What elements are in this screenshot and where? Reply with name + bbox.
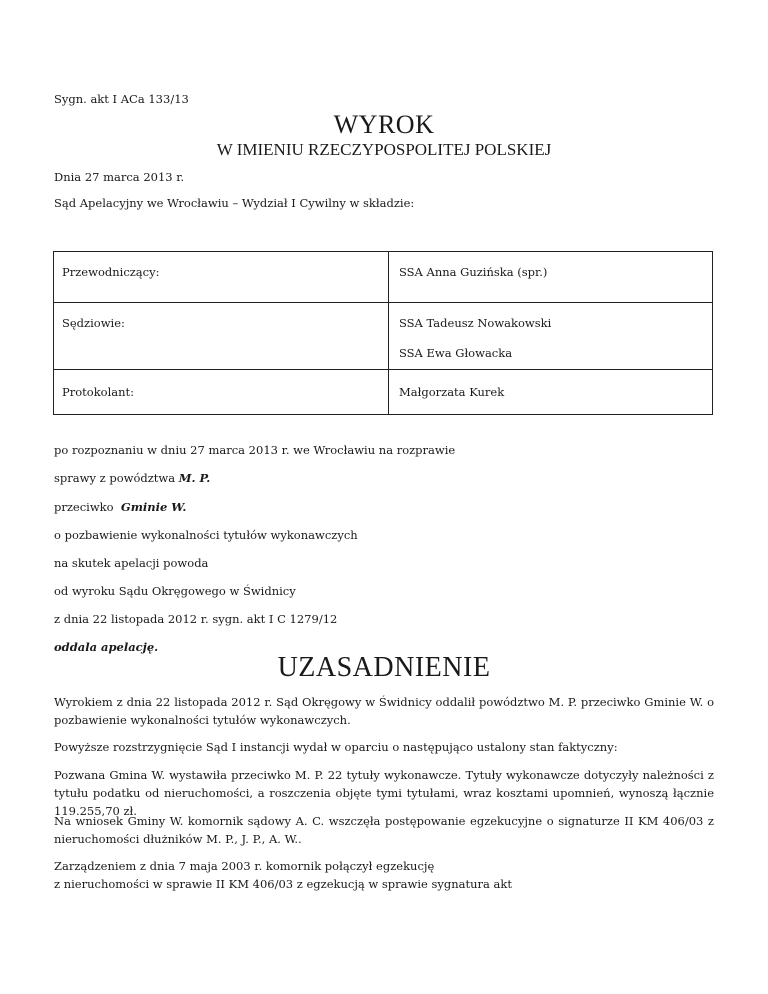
panel-table (53, 251, 713, 415)
panel-role-label: Przewodniczący: (62, 265, 160, 279)
verdict: oddala apelację. (54, 640, 159, 654)
ruling-plaintiff-prefix: sprawy z powództwa (54, 471, 179, 485)
panel-row-judges (54, 303, 713, 370)
court-composition: Sąd Apelacyjny we Wrocławiu – Wydział I Cywilny w składzie: (54, 196, 415, 210)
panel-member-name: SSA Anna Guzińska (spr.) (399, 265, 548, 279)
ruling-line-lower-judgment: z dnia 22 listopada 2012 r. sygn. akt I C 1279/12 (54, 612, 338, 626)
justification-paragraph: Na wniosek Gminy W. komornik sądowy A. C. wszczęła postępowanie egzekucyjne o signaturze II KM 406/03 z nieruchomości dłużników M. P., J. P., A. W.. (54, 814, 714, 846)
ruling-defendant-prefix: przeciwko (54, 500, 121, 514)
defendant-name: Gminie W. (120, 500, 187, 514)
justification-paragraph: Powyższe rozstrzygnięcie Sąd I instancji wydał w oparciu o następująco ustalony stan faktyczny: (54, 740, 618, 754)
panel-row-clerk (54, 370, 713, 415)
justification-paragraph: Zarządzeniem z dnia 7 maja 2003 r. komornik połączył egzekucję (54, 859, 435, 873)
document-title: WYROK (333, 110, 435, 139)
ruling-line-defendant (54, 500, 186, 514)
ruling-line-appeal: na skutek apelacji powoda (54, 556, 209, 570)
justification-paragraph: Wyrokiem z dnia 22 listopada 2012 r. Sąd Okręgowy w Świdnicy oddalił powództwo M. P. przeciwko Gminie W. o pozbawienie wykonalności tytułów wykonawczych. (54, 695, 714, 727)
plaintiff-name: M. P. (178, 471, 211, 485)
panel-member-name: SSA Tadeusz Nowakowski (399, 316, 552, 330)
justification-title: UZASADNIENIE (277, 652, 491, 683)
panel-role-label: Protokolant: (62, 385, 135, 399)
judgment-date: Dnia 27 marca 2013 r. (54, 170, 185, 184)
panel-row-chair (54, 252, 713, 303)
justification-paragraph: z nieruchomości w sprawie II KM 406/03 z egzekucją w sprawie sygnatura akt (54, 877, 513, 891)
panel-role-label: Sędziowie: (62, 316, 125, 330)
ruling-line-lower-court: od wyroku Sądu Okręgowego w Świdnicy (54, 584, 296, 598)
ruling-line-plaintiff (54, 471, 210, 485)
panel-member-name: SSA Ewa Głowacka (399, 346, 513, 360)
case-reference: Sygn. akt I ACa 133/13 (54, 92, 189, 106)
justification-paragraph: Pozwana Gmina W. wystawiła przeciwko M. P. 22 tytuły wykonawcze. Tytuły wykonawcze dotyczyły należności z tytułu podatku od nieruchomości, a roszczenia objęte tymi tytułami, wraz kosztami upomnień, wynoszą łącznie 119.255,70 zł. (54, 768, 714, 818)
ruling-line-hearing: po rozpoznaniu w dniu 27 marca 2013 r. we Wrocławiu na rozprawie (54, 443, 456, 457)
document-subtitle: W IMIENIU RZECZYPOSPOLITEJ POLSKIEJ (216, 140, 552, 159)
panel-member-name: Małgorzata Kurek (399, 385, 505, 399)
ruling-line-subject: o pozbawienie wykonalności tytułów wykonawczych (54, 528, 358, 542)
